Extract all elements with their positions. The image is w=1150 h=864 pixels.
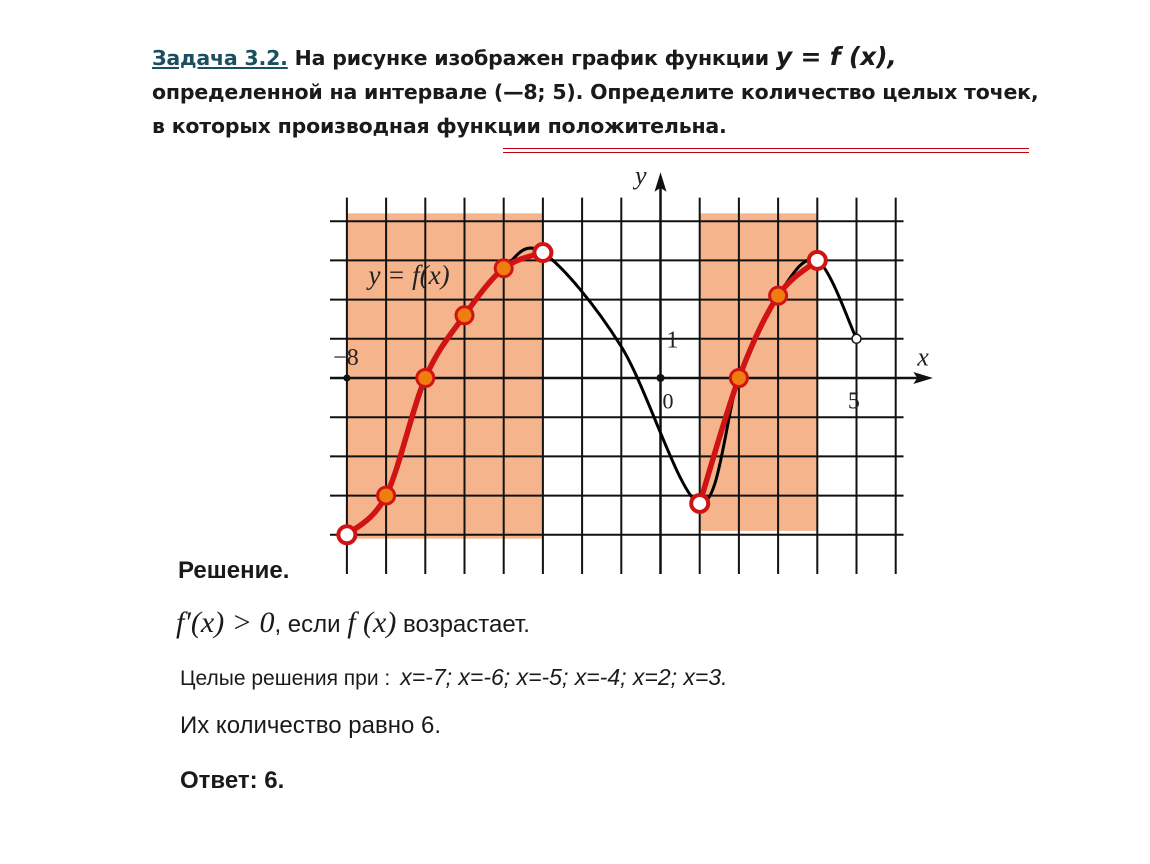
integer-point xyxy=(770,287,787,304)
integer-point xyxy=(495,260,512,277)
task-label: Задача 3.2. xyxy=(152,46,288,70)
extremum-point xyxy=(534,244,551,261)
integer-solutions-label: Целые решения при : xyxy=(180,667,391,690)
function-expression: f (x) xyxy=(347,606,397,639)
task-line-2: определенной на интервале (—8; 5). Определите количество целых точек, xyxy=(152,80,1039,104)
extremum-point xyxy=(691,495,708,512)
task-statement xyxy=(152,40,1112,143)
extremum-point xyxy=(809,252,826,269)
origin-dot xyxy=(657,374,665,382)
domain-left-dot xyxy=(343,375,350,382)
solution-count: Их количество равно 6. xyxy=(180,712,441,739)
task-line-1 xyxy=(152,40,1112,75)
tick-label-5: 5 xyxy=(847,388,860,415)
extremum-point xyxy=(338,526,355,543)
y-axis-label: y xyxy=(635,160,647,190)
integer-point xyxy=(378,487,395,504)
integer-point xyxy=(730,370,747,387)
red-divider xyxy=(503,148,1029,153)
origin-label: 0 xyxy=(662,388,674,414)
task-text-1: На рисунке изображен график функции xyxy=(287,46,776,70)
solution-condition xyxy=(176,606,530,640)
task-line-3: в которых производная функции положительна. xyxy=(152,114,727,138)
function-label: y = f(x) xyxy=(368,259,450,290)
integer-point xyxy=(417,370,434,387)
function-graph xyxy=(330,160,980,580)
integer-point xyxy=(456,307,473,324)
condition-rest: возрастает. xyxy=(396,611,530,638)
condition-if: , если xyxy=(274,611,348,638)
tick-label-1: 1 xyxy=(666,327,679,354)
integer-solutions-values: x=-7; x=-6; x=-5; x=-4; x=2; x=3. xyxy=(400,664,728,690)
solution-title: Решение. xyxy=(178,557,290,584)
integer-solutions xyxy=(180,664,728,691)
task-function: y = f (x), xyxy=(775,42,897,71)
tick-label-neg8: −8 xyxy=(333,345,359,372)
derivative-expression: f′(x) > 0 xyxy=(176,606,275,639)
open-endpoint xyxy=(852,334,861,343)
solution-answer: Ответ: 6. xyxy=(180,767,285,794)
x-axis-label: x xyxy=(917,342,929,372)
